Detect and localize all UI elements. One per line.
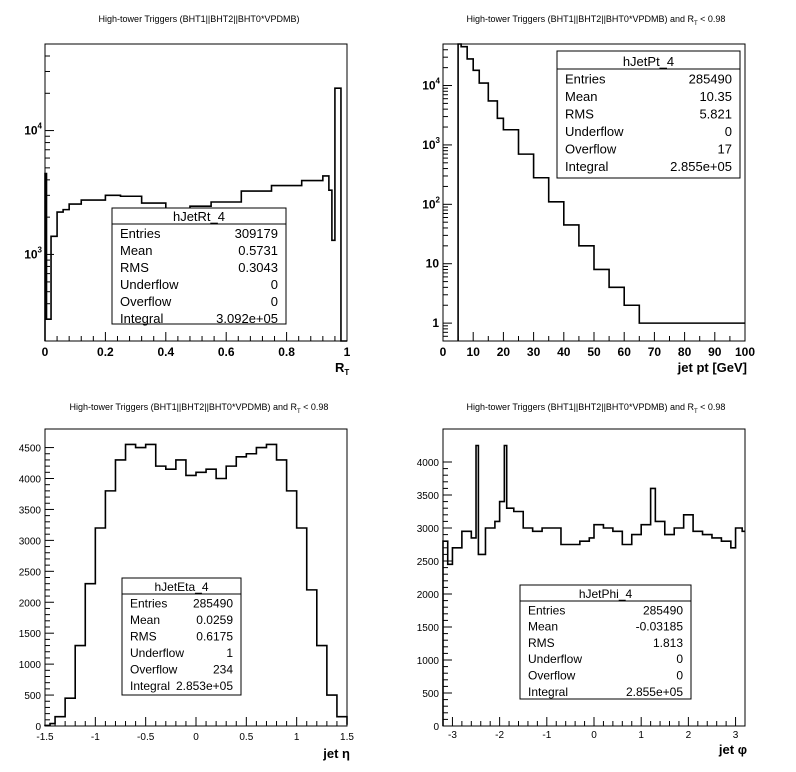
stats-row-value: 234 — [212, 662, 233, 677]
stats-box — [520, 585, 691, 699]
stats-row-value: 309179 — [234, 226, 278, 241]
stats-row-label: Mean — [130, 613, 161, 627]
stats-name: hJetRt_4 — [172, 209, 226, 224]
x-tick-label: 0.4 — [157, 345, 175, 359]
y-axis — [19, 444, 54, 733]
y-tick-label: 2500 — [18, 567, 41, 579]
stats-row-value: 10.35 — [699, 89, 732, 104]
stats-name: hJetPhi_4 — [578, 587, 633, 601]
stats-row-value: 1.813 — [652, 635, 683, 650]
x-axis-label: jet pt [GeV] — [677, 360, 747, 375]
stats-name: hJetPt_4 — [622, 54, 675, 69]
stats-row-label: RMS — [528, 635, 555, 650]
stats-row-value: 2.855e+05 — [670, 159, 732, 174]
x-tick-label: 0.2 — [97, 345, 114, 359]
y-tick-label: $10^3$ — [422, 135, 440, 152]
stats-row-label: Integral — [130, 679, 171, 693]
stats-row-label: Underflow — [565, 124, 624, 139]
stats-row-value: 2.853e+05 — [175, 679, 233, 693]
stats-row-label: Overflow — [120, 294, 172, 309]
x-tick-label: 0 — [591, 730, 597, 741]
x-tick-label: -0.5 — [137, 732, 155, 743]
stats-box — [557, 51, 740, 178]
stats-row-value: 3.092e+05 — [216, 311, 278, 326]
y-tick-label: 1000 — [18, 660, 41, 672]
chart-jet-phi — [398, 386, 796, 772]
y-tick-label: $10^2$ — [422, 195, 440, 212]
stats-row-label: Integral — [565, 159, 609, 174]
x-tick-label: 50 — [587, 345, 601, 359]
x-tick-label: 0 — [41, 345, 49, 359]
x-axis — [42, 332, 351, 359]
chart-jet-eta — [0, 386, 398, 772]
y-tick-label: $10^4$ — [24, 121, 42, 138]
y-tick-label: 0 — [35, 722, 41, 733]
stats-row-label: Underflow — [528, 652, 583, 667]
y-axis — [422, 44, 452, 341]
y-tick-label: 3000 — [18, 536, 41, 548]
stats-row-label: Entries — [528, 603, 566, 618]
stats-row-value: 0 — [270, 294, 278, 309]
y-tick-label: 3000 — [416, 524, 439, 535]
y-tick-label: 1500 — [416, 623, 439, 634]
x-tick-label: 0 — [439, 345, 447, 359]
y-tick-label: 1000 — [416, 656, 439, 667]
y-tick-label: 0 — [433, 722, 439, 733]
x-tick-label: 1.5 — [340, 732, 354, 743]
stats-row-value: 5.821 — [699, 106, 732, 122]
stats-row-value: 0.5731 — [238, 243, 278, 258]
x-tick-label: 1 — [293, 732, 300, 743]
y-tick-label: $10^4$ — [422, 76, 440, 93]
y-tick-label: $10^3$ — [24, 245, 42, 262]
x-tick-label: -1 — [542, 730, 552, 741]
stats-row-label: Entries — [120, 226, 161, 241]
x-tick-label: 0 — [193, 732, 199, 743]
y-tick-label: 3500 — [416, 491, 439, 502]
stats-row-label: Mean — [565, 89, 598, 104]
stats-row-value: 285490 — [192, 596, 233, 611]
stats-row-value: 0.0259 — [196, 613, 233, 627]
x-axis-label: $R_T$ — [335, 360, 350, 377]
x-tick-label: -1 — [90, 732, 100, 743]
x-tick-label: 2 — [685, 730, 692, 741]
x-axis — [448, 717, 739, 741]
x-axis — [440, 332, 756, 359]
x-tick-label: -1.5 — [36, 732, 54, 743]
y-tick-label: 4500 — [18, 443, 41, 455]
stats-row-value: 1 — [226, 646, 233, 660]
y-tick-label: 4000 — [18, 474, 41, 486]
chart-rt — [0, 0, 398, 386]
x-axis — [36, 717, 354, 743]
stats-row-value: 0 — [270, 277, 278, 292]
y-tick-label: 3500 — [18, 505, 41, 517]
stats-row-value: 0 — [724, 124, 732, 139]
x-tick-label: 90 — [708, 345, 722, 359]
x-axis-label: jet η — [323, 746, 350, 761]
x-axis-label: jet φ — [718, 742, 747, 757]
stats-row-value: 285490 — [642, 603, 683, 618]
stats-row-label: Entries — [130, 596, 168, 611]
x-tick-label: -3 — [447, 730, 457, 741]
stats-row-label: Underflow — [130, 646, 185, 660]
x-tick-label: 1 — [343, 345, 351, 359]
stats-row-label: Entries — [565, 71, 606, 87]
y-tick-label: 2000 — [18, 598, 41, 610]
stats-row-value: 0 — [676, 652, 683, 667]
chart-title: High-tower Triggers (BHT1||BHT2||BHT0*VPDMB) and $R_T < 0.98$ — [69, 402, 329, 415]
stats-row-label: RMS — [565, 106, 594, 122]
x-tick-label: 40 — [557, 345, 571, 359]
x-tick-label: 1 — [638, 730, 644, 741]
stats-box — [112, 208, 286, 326]
chart-title: High-tower Triggers (BHT1||BHT2||BHT0*VPDMB) and $R_T < 0.98$ — [466, 14, 726, 27]
y-axis — [24, 44, 54, 341]
stats-row-value: 2.855e+05 — [625, 684, 683, 699]
x-tick-label: 20 — [496, 345, 511, 359]
y-tick-label: 1500 — [18, 629, 41, 641]
stats-row-value: -0.03185 — [635, 619, 683, 634]
stats-row-label: RMS — [130, 629, 157, 644]
y-axis — [417, 458, 452, 733]
stats-row-value: 0 — [676, 668, 683, 683]
x-tick-label: 70 — [647, 345, 662, 359]
x-tick-label: -2 — [495, 730, 505, 741]
chart-jet-pt — [398, 0, 796, 386]
stats-box — [122, 578, 241, 695]
x-tick-label: 60 — [617, 345, 631, 359]
stats-row-label: Overflow — [130, 662, 178, 677]
x-tick-label: 100 — [734, 345, 756, 359]
x-tick-label: 3 — [732, 730, 739, 741]
stats-row-label: Overflow — [565, 141, 617, 157]
y-tick-label: 2000 — [416, 590, 439, 601]
x-tick-label: 30 — [526, 345, 541, 359]
stats-row-value: 17 — [717, 141, 732, 157]
stats-row-label: Mean — [528, 619, 559, 634]
x-tick-label: 80 — [677, 345, 692, 359]
y-tick-label: 2500 — [416, 557, 439, 568]
y-tick-label: 1 — [432, 316, 439, 331]
chart-title: High-tower Triggers (BHT1||BHT2||BHT0*VPDMB) — [98, 14, 300, 24]
stats-row-label: Underflow — [120, 277, 179, 292]
x-tick-label: 0.8 — [278, 345, 295, 359]
stats-row-value: 0.3043 — [238, 260, 278, 275]
y-tick-label: 500 — [422, 689, 439, 700]
y-tick-label: 4000 — [416, 458, 439, 469]
x-tick-label: 0.5 — [239, 732, 254, 743]
stats-row-label: RMS — [120, 260, 149, 275]
x-tick-label: 10 — [466, 345, 480, 359]
stats-row-value: 0.6175 — [196, 629, 233, 644]
stats-row-value: 285490 — [688, 71, 732, 87]
stats-row-label: Integral — [528, 684, 569, 699]
y-tick-label: 10 — [425, 256, 439, 271]
stats-row-label: Overflow — [528, 668, 576, 683]
stats-name: hJetEta_4 — [154, 580, 209, 594]
chart-title: High-tower Triggers (BHT1||BHT2||BHT0*VPDMB) and $R_T < 0.98$ — [466, 402, 726, 415]
x-tick-label: 0.6 — [217, 345, 235, 359]
stats-row-label: Integral — [120, 311, 164, 326]
y-tick-label: 500 — [24, 691, 41, 703]
stats-row-label: Mean — [120, 243, 153, 258]
